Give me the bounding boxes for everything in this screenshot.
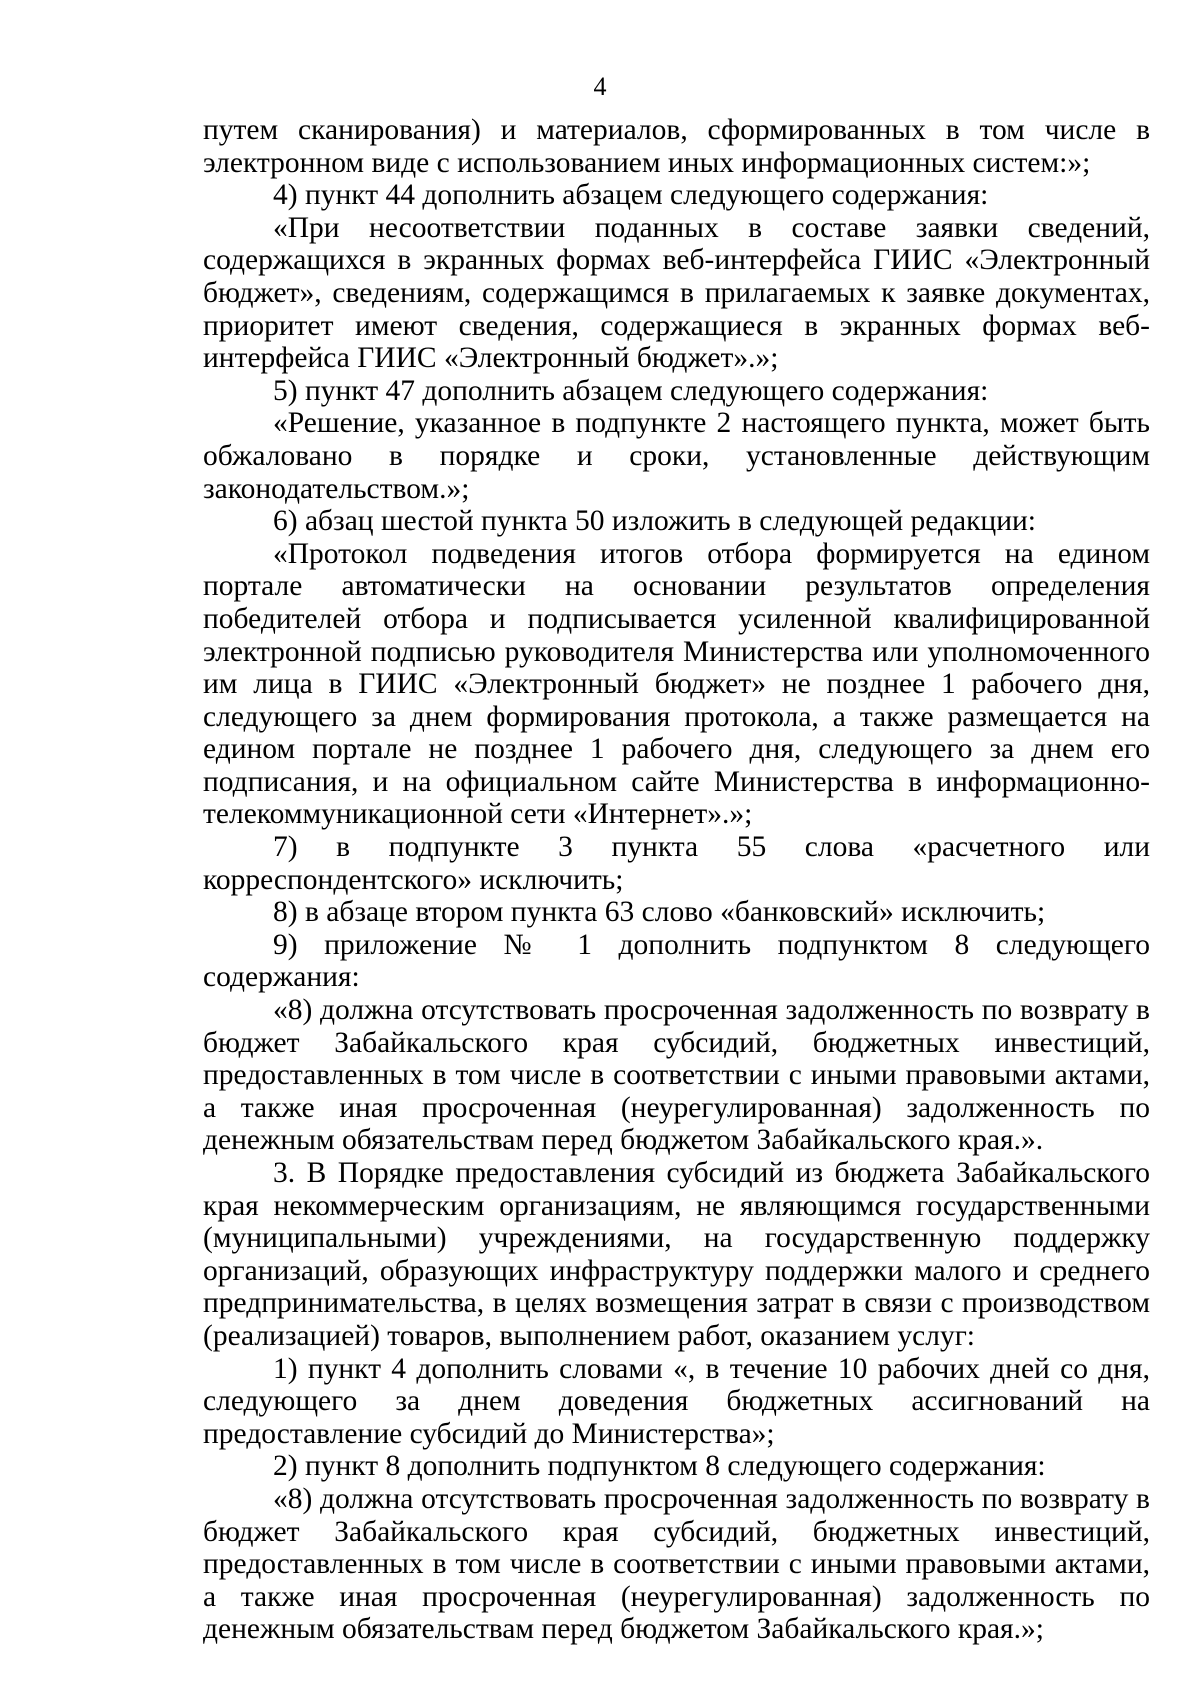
paragraph: 6) абзац шестой пункта 50 изложить в следующей редакции: (273, 505, 1036, 538)
paragraph: 3. В Порядке предоставления субсидий из бюджета Забайкальского края некоммерческим организациям, не являющимся государственными (муниципальными) учреждениями, на государственную поддержку организаций, образующих инфраструктуру поддержки малого и среднего предпринимательства, в целях возмещения затрат в связи с производством (реализацией) товаров, выполнением работ, оказанием услуг: (203, 1157, 1150, 1352)
paragraph: «8) должна отсутствовать просроченная задолженность по возврату в бюджет Забайкальского края субсидий, бюджетных инвестиций, предоставленных в том числе в соответствии с иными правовыми актами, а также иная просроченная (неурегулированная) задолженность по денежным обязательствам перед бюджетом Забайкальского края.». (203, 994, 1150, 1157)
paragraph: 5) пункт 47 дополнить абзацем следующего содержания: (273, 374, 989, 407)
paragraph: «При несоответствии поданных в составе заявки сведений, содержащихся в экранных формах веб-интерфейса ГИИС «Электронный бюджет», сведениям, содержащимся в прилагаемых к заявке документах, приоритет имеют сведения, содержащиеся в экранных формах веб-интерфейса ГИИС «Электронный бюджет».»; (203, 211, 1150, 375)
paragraph: 2) пункт 8 дополнить подпунктом 8 следующего содержания: (273, 1450, 1046, 1483)
document-body (203, 114, 1150, 1646)
page-number: 4 (593, 72, 607, 101)
paragraph: 9) приложение № 1 дополнить подпунктом 8 следующего содержания: (203, 928, 1150, 994)
paragraph: 4) пункт 44 дополнить абзацем следующего содержания: (273, 179, 989, 212)
paragraph: путем сканирования) и материалов, сформированных в том числе в электронном виде с использованием иных информационных систем:»; (203, 114, 1150, 179)
paragraph: «Решение, указанное в подпункте 2 настоящего пункта, может быть обжаловано в порядке и сроки, установленные действующим законодательством.»; (203, 407, 1150, 505)
paragraph: 7) в подпункте 3 пункта 55 слова «расчетного или корреспондентского» исключить; (203, 831, 1150, 896)
paragraph: «Протокол подведения итогов отбора формируется на едином портале автоматически на основании результатов определения победителей отбора и подписывается усиленной квалифицированной электронной подписью руководителя Министерства или уполномоченного им лица в ГИИС «Электронный бюджет» не позднее 1 рабочего дня, следующего за днем формирования протокола, а также размещается на едином портале не позднее 1 рабочего дня, следующего за днем его подписания, и на официальном сайте Министерства в информационно-телекоммуникационной сети «Интернет».»; (203, 537, 1150, 831)
paragraph: «8) должна отсутствовать просроченная задолженность по возврату в бюджет Забайкальского края субсидий, бюджетных инвестиций, предоставленных в том числе в соответствии с иными правовыми актами, а также иная просроченная (неурегулированная) задолженность по денежным обязательствам перед бюджетом Забайкальского края.»; (203, 1482, 1150, 1646)
paragraph: 1) пункт 4 дополнить словами «, в течение 10 рабочих дней со дня, следующего за днем доведения бюджетных ассигнований на предоставление субсидий до Министерства»; (203, 1352, 1150, 1450)
paragraph: 8) в абзаце втором пункта 63 слово «банковский» исключить; (273, 896, 1046, 929)
